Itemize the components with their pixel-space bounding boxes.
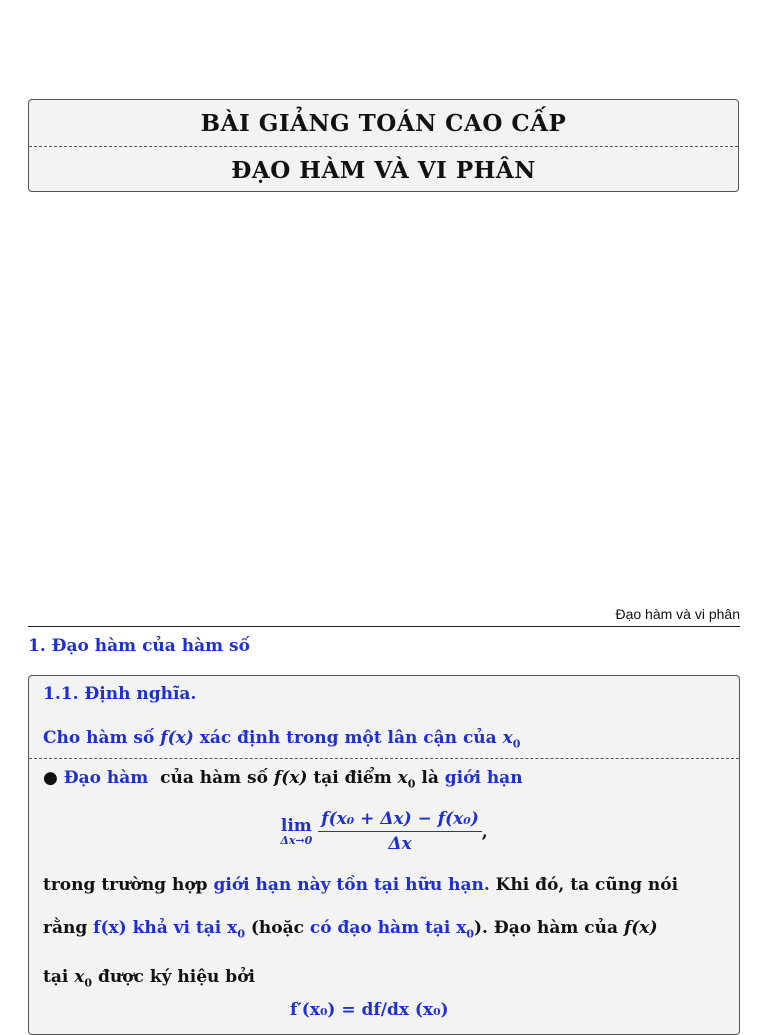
header-rule xyxy=(28,626,740,627)
p1-a: trong trường hợp xyxy=(43,875,214,896)
p2-d: có đạo hàm tại x xyxy=(309,918,467,939)
definition-head xyxy=(29,676,739,758)
section-title: 1. Đạo hàm của hàm số xyxy=(28,636,250,656)
bullet-icon: ● xyxy=(43,768,58,788)
definition-body xyxy=(29,759,739,1004)
p2-d-sub: 0 xyxy=(466,927,475,941)
intro-fx: f(x) xyxy=(160,728,194,748)
p3-b-sub: 0 xyxy=(84,976,93,990)
formula-comma: , xyxy=(481,821,488,842)
bullet-x0: x xyxy=(397,768,408,788)
term-derivative: Đạo hàm xyxy=(63,768,149,788)
definition-intro xyxy=(43,726,725,756)
lim-operator xyxy=(280,817,312,847)
bullet-x0-sub: 0 xyxy=(407,777,416,791)
running-header: Đạo hàm và vi phân xyxy=(615,606,740,622)
denominator: Δx xyxy=(388,834,412,855)
p2-f: f(x) xyxy=(623,918,658,939)
derivative-notation: f′(x₀) = df/dx (x₀) xyxy=(290,1000,449,1020)
term-limit: giới hạn xyxy=(444,768,523,788)
difference-quotient xyxy=(318,809,481,854)
intro-x0-sub: 0 xyxy=(512,737,521,751)
definition-heading: 1.1. Định nghĩa. xyxy=(43,684,197,704)
bullet-fx: f(x) xyxy=(273,768,308,788)
lim-word: lim xyxy=(280,815,312,836)
numerator: f(x₀ + Δx) − f(x₀) xyxy=(318,809,481,832)
bullet-mid: của hàm số xyxy=(154,768,274,788)
p2-e: ). Đạo hàm của xyxy=(474,918,624,939)
paragraph-1 xyxy=(43,864,725,907)
p3-b: x xyxy=(74,966,85,987)
p2-a: rằng xyxy=(43,918,94,939)
intro-pre: Cho hàm số xyxy=(43,728,161,748)
lim-subscript: Δx→0 xyxy=(280,833,313,847)
title-line-1: BÀI GIẢNG TOÁN CAO CẤP xyxy=(200,109,567,137)
p2-b: f(x) khả vi tại x xyxy=(93,918,238,939)
p1-c: Khi đó, ta cũng nói xyxy=(489,875,679,896)
paragraph-2 xyxy=(43,907,725,955)
definition-box xyxy=(28,675,740,1035)
p1-b: giới hạn này tồn tại hữu hạn. xyxy=(213,875,490,896)
title-line-2: ĐẠO HÀM VÀ VI PHÂN xyxy=(231,156,536,184)
bullet-line xyxy=(43,765,725,797)
bullet-is: là xyxy=(415,768,445,788)
intro-x0: x xyxy=(502,728,513,748)
title-box xyxy=(28,99,739,192)
p2-c: (hoặc xyxy=(244,918,310,939)
limit-formula xyxy=(43,809,725,854)
paragraph-3 xyxy=(43,956,725,1004)
intro-mid: xác định trong một lân cận của xyxy=(193,728,503,748)
p3-a: tại xyxy=(43,966,75,987)
p2-b-sub: 0 xyxy=(237,927,245,941)
bullet-at: tại điểm xyxy=(307,768,398,788)
p3-c: được ký hiệu bởi xyxy=(92,966,255,987)
